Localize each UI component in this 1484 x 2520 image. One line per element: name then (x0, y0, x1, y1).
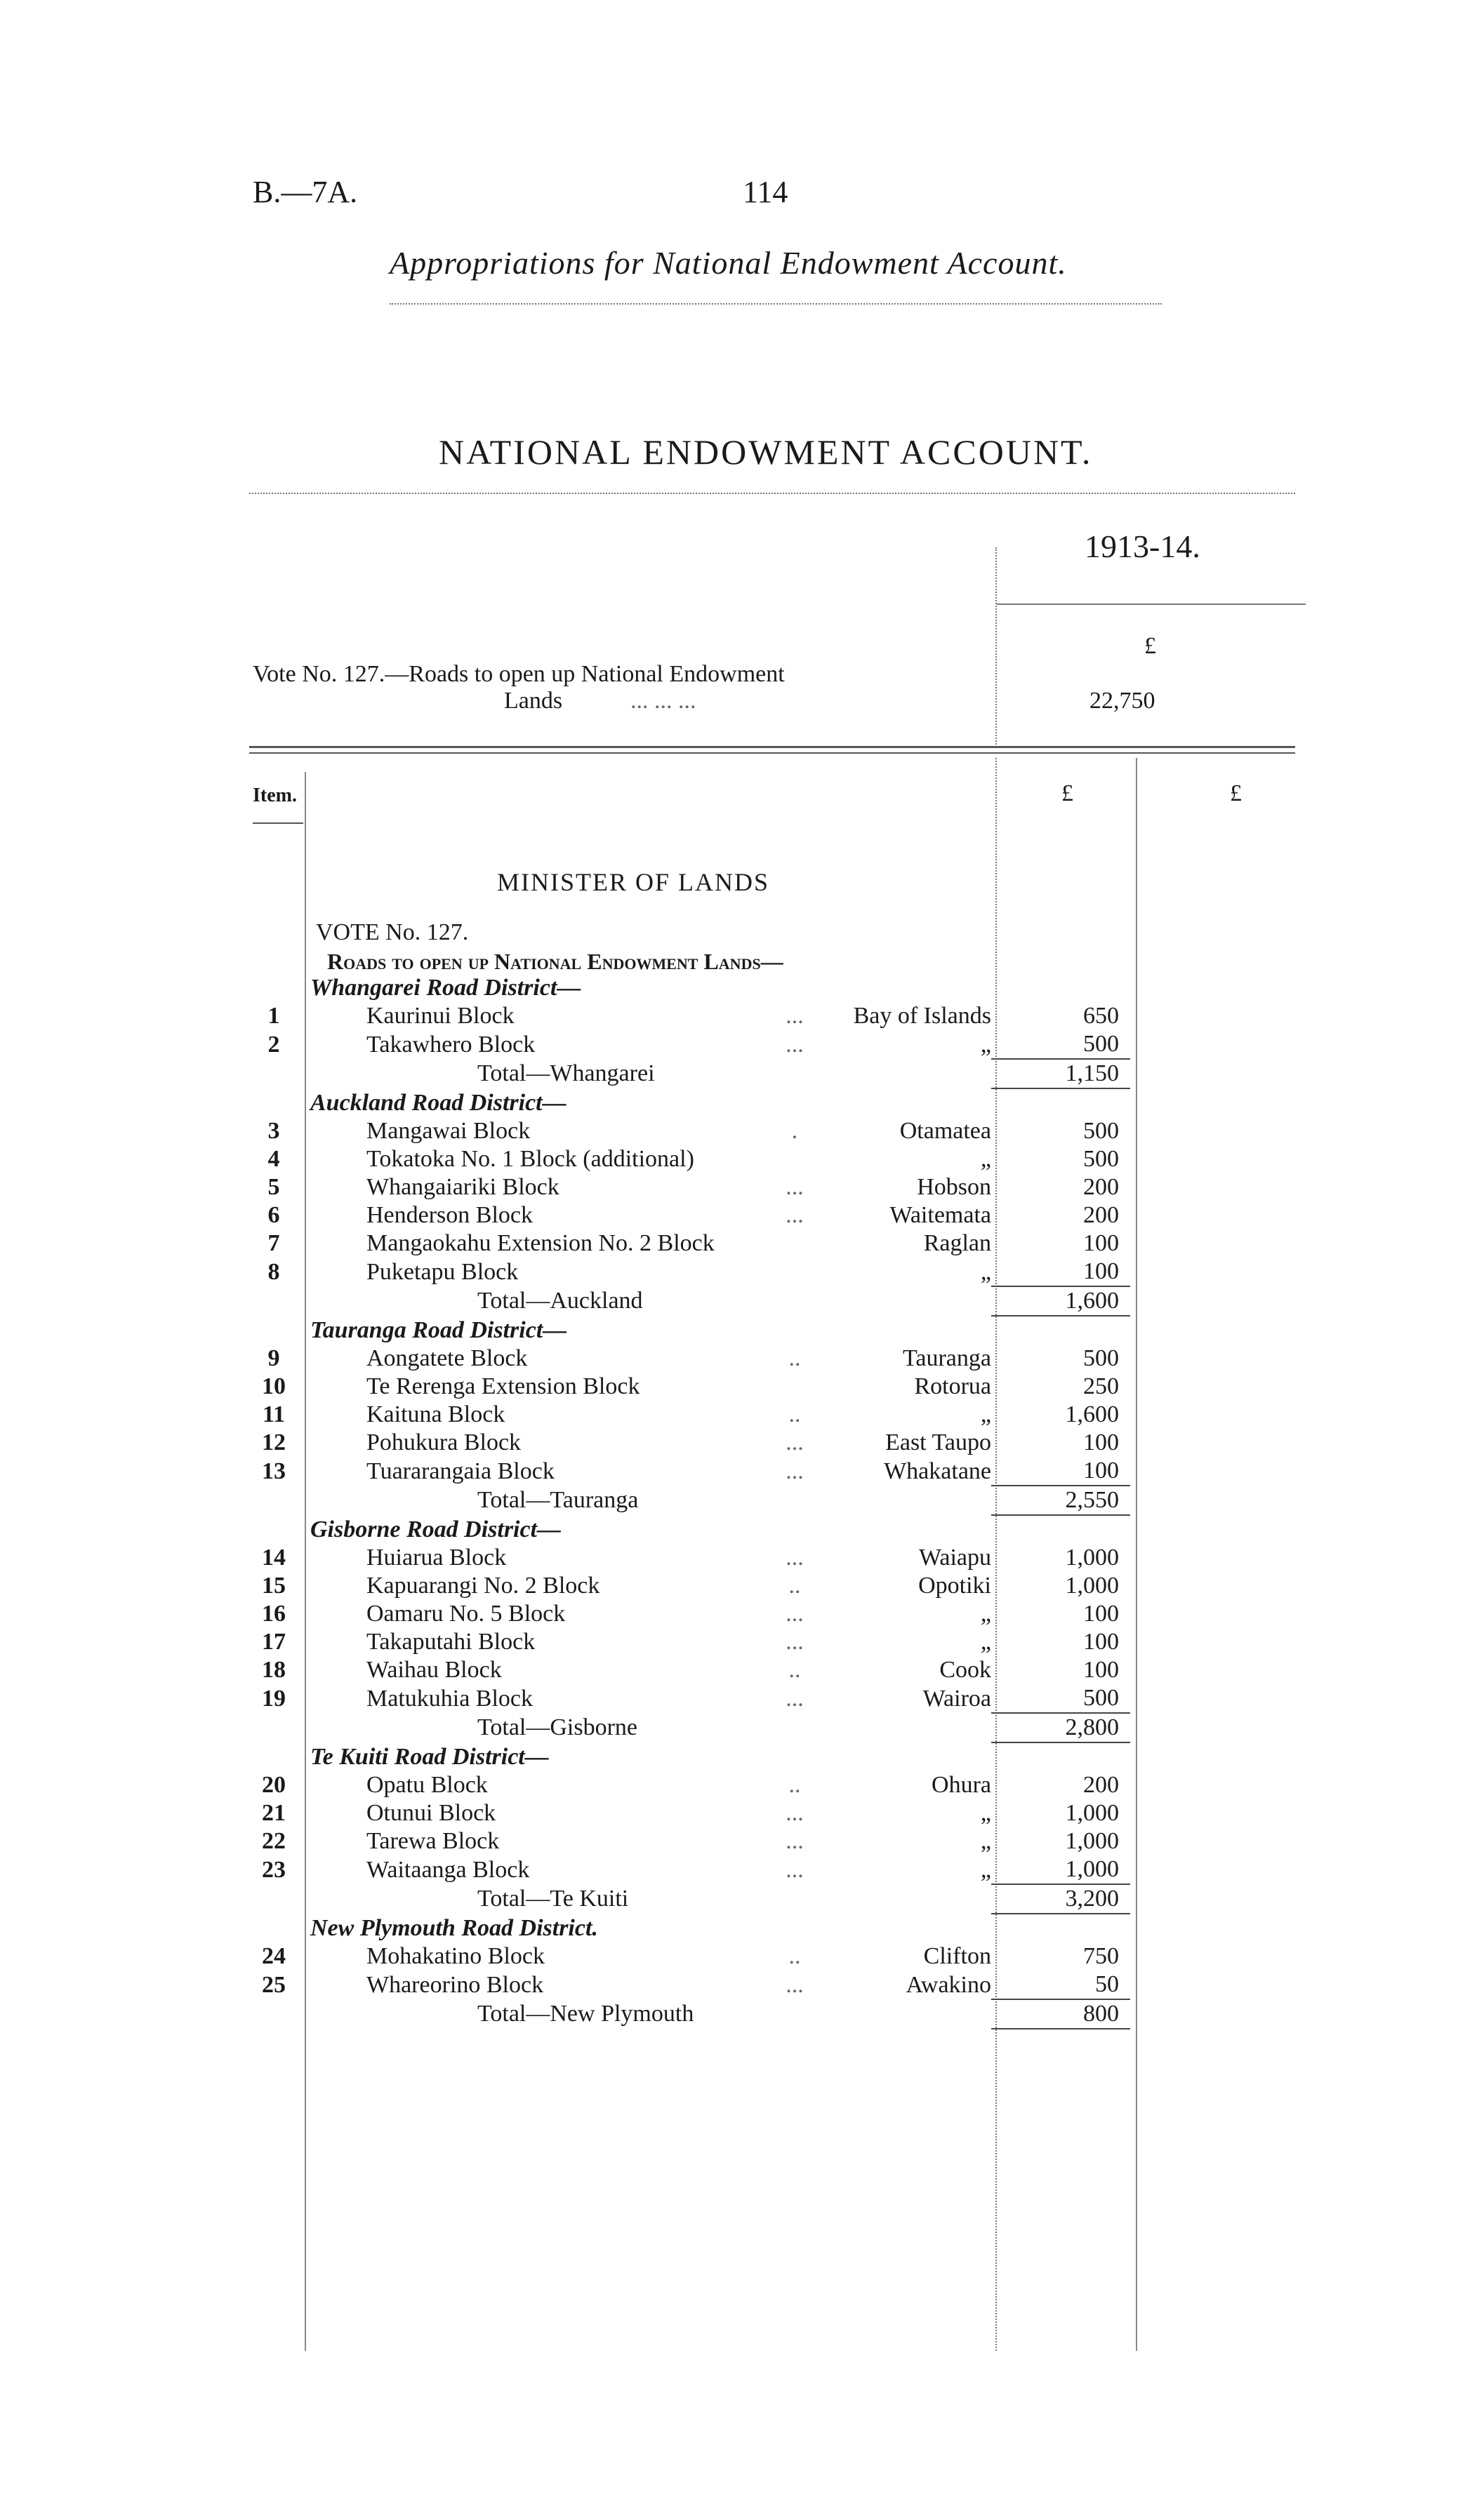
block-name: Kaituna Block (366, 1401, 505, 1427)
item-amount: 50 (1095, 1971, 1119, 1997)
county-name: Awakino (906, 1971, 991, 1998)
item-amount: 500 (1083, 1118, 1119, 1144)
district-heading: Te Kuiti Road District— (310, 1744, 549, 1770)
block-name: Tuararangaia Block (366, 1458, 555, 1484)
table-row (246, 1457, 1130, 1486)
county-name: Whakatane (884, 1458, 991, 1484)
district-total-row (246, 1884, 1130, 1914)
table-row (246, 1771, 1130, 1799)
county-name: Wairoa (922, 1685, 991, 1712)
table-row (246, 1258, 1130, 1286)
county-name: „ (980, 1856, 991, 1883)
table-row (246, 1799, 1130, 1827)
district-total-amount: 2,550 (991, 1486, 1130, 1515)
table-row (246, 1117, 1130, 1145)
county-name: Raglan (923, 1230, 991, 1256)
district-total-label: Total—New Plymouth (477, 2001, 694, 2027)
leader-dots: ... (786, 1601, 804, 1627)
county-name: Hobson (917, 1174, 991, 1200)
item-amount: 750 (1083, 1943, 1119, 1969)
table-row (246, 1684, 1130, 1713)
district-total-row (246, 1713, 1130, 1742)
column-header-pounds: £ (1061, 780, 1073, 806)
item-number: 11 (262, 1401, 286, 1427)
district-heading-row (246, 1316, 1130, 1345)
table-row (246, 1572, 1130, 1600)
block-name: Takaputahi Block (366, 1629, 536, 1655)
county-name: „ (980, 1031, 991, 1058)
leader-dots: ... (786, 1545, 804, 1571)
item-number: 20 (262, 1772, 286, 1798)
district-heading: Auckland Road District— (310, 1090, 567, 1116)
county-name: „ (980, 1401, 991, 1427)
county-name: Ohura (932, 1772, 991, 1798)
county-name: Waitemata (889, 1202, 991, 1228)
district-heading: New Plymouth Road District. (310, 1915, 598, 1941)
county-name: Opotiki (918, 1573, 991, 1599)
district-heading-row (246, 1515, 1130, 1544)
leader-dots: .. (788, 1401, 801, 1427)
page-number: 114 (743, 175, 788, 209)
table-row (246, 1401, 1130, 1429)
block-name: Whareorino Block (366, 1971, 544, 1998)
district-total-label: Total—Auckland (477, 1288, 643, 1314)
block-name: Kapuarangi No. 2 Block (366, 1573, 600, 1599)
table-row (246, 1544, 1130, 1572)
item-number: 9 (267, 1345, 280, 1371)
block-name: Waihau Block (366, 1657, 502, 1683)
district-total-amount: 2,800 (991, 1713, 1130, 1742)
block-name: Opatu Block (366, 1772, 488, 1798)
item-amount: 100 (1083, 1429, 1119, 1455)
table-row (246, 1971, 1130, 1999)
table-row (246, 1229, 1130, 1258)
leader-dots (760, 1373, 830, 1401)
leader-dots: ... (786, 1174, 804, 1200)
item-number: 16 (262, 1601, 286, 1627)
district-total-label: Total—Whangarei (477, 1060, 655, 1086)
block-name: Matukuhia Block (366, 1685, 534, 1712)
district-total-label: Total—Te Kuiti (477, 1886, 629, 1912)
district-total-row (246, 1059, 1130, 1088)
block-name: Pohukura Block (366, 1429, 522, 1455)
item-amount: 1,600 (1065, 1401, 1119, 1427)
leader-dots: ... ... ... (630, 688, 696, 714)
item-number: 5 (267, 1174, 280, 1200)
running-title: Appropriations for National Endowment Account. (390, 245, 1067, 281)
district-heading: Gisborne Road District— (310, 1516, 562, 1542)
document-code: B.—7A. (253, 175, 358, 209)
leader-dots: ... (786, 1629, 804, 1655)
item-amount: 500 (1083, 1345, 1119, 1371)
block-name: Tokatoka No. 1 Block (additional) (366, 1146, 694, 1172)
table-row (246, 1145, 1130, 1173)
table-row (246, 1173, 1130, 1201)
leader-dots (760, 1258, 830, 1286)
county-name: „ (980, 1828, 991, 1854)
item-amount: 1,000 (1065, 1800, 1119, 1826)
leader-dots: ... (786, 1003, 804, 1029)
block-name: Aongatete Block (366, 1345, 528, 1371)
table-row (246, 1600, 1130, 1628)
county-name: Waiapu (919, 1545, 991, 1571)
item-amount: 1,000 (1065, 1545, 1119, 1571)
district-heading: Whangarei Road District— (310, 975, 581, 1001)
table-row (246, 1827, 1130, 1855)
item-amount: 250 (1083, 1373, 1119, 1399)
leader-dots: .. (788, 1345, 801, 1371)
item-number: 8 (267, 1258, 280, 1285)
leader-dots: ... (786, 1031, 804, 1058)
district-heading-row (246, 1088, 1130, 1117)
item-amount: 100 (1083, 1458, 1119, 1484)
block-name: Henderson Block (366, 1202, 534, 1228)
vote-heading: VOTE No. 127. (316, 919, 469, 945)
county-name: Cook (939, 1657, 991, 1683)
block-name: Takawhero Block (366, 1031, 536, 1058)
block-name: Kaurinui Block (366, 1003, 515, 1029)
item-amount: 100 (1083, 1230, 1119, 1256)
county-name: Otamatea (899, 1118, 991, 1144)
block-name: Mohakatino Block (366, 1943, 545, 1969)
item-number: 19 (262, 1685, 286, 1712)
column-rule (1136, 758, 1137, 2351)
fiscal-year: 1913-14. (1085, 528, 1200, 564)
block-name: Oamaru No. 5 Block (366, 1601, 566, 1627)
table-row (246, 1373, 1130, 1401)
table-row (246, 1855, 1130, 1884)
block-name: Mangaokahu Extension No. 2 Block (366, 1230, 715, 1256)
leader-dots: . (791, 1118, 798, 1144)
block-name: Te Rerenga Extension Block (366, 1373, 640, 1399)
county-name: „ (980, 1601, 991, 1627)
item-amount: 500 (1083, 1031, 1119, 1057)
item-amount: 650 (1083, 1003, 1119, 1029)
column-header-pounds: £ (1230, 780, 1242, 806)
table-row (246, 1429, 1130, 1457)
block-name: Tarewa Block (366, 1828, 500, 1854)
divider (253, 822, 303, 824)
leader-dots: .. (788, 1772, 801, 1798)
leader-dots: .. (788, 1943, 801, 1969)
item-number: 2 (267, 1031, 280, 1058)
divider (997, 604, 1306, 605)
item-amount: 200 (1083, 1174, 1119, 1200)
item-amount: 1,000 (1065, 1573, 1119, 1599)
item-number: 25 (262, 1971, 286, 1998)
county-name: East Taupo (885, 1429, 991, 1455)
appropriations-table (246, 974, 1130, 2029)
item-number: 21 (262, 1800, 286, 1826)
column-header-item: Item. (253, 785, 297, 806)
county-name: „ (980, 1800, 991, 1826)
item-number: 14 (262, 1545, 286, 1571)
item-number: 1 (267, 1003, 280, 1029)
leader-dots: .. (788, 1573, 801, 1599)
ministry-heading: MINISTER OF LANDS (497, 868, 770, 896)
item-amount: 1,000 (1065, 1856, 1119, 1882)
leader-dots: ... (786, 1971, 804, 1998)
vote-amount: 22,750 (1089, 688, 1155, 714)
item-amount: 500 (1083, 1685, 1119, 1711)
leader-dots (760, 1229, 830, 1258)
district-heading-row (246, 1742, 1130, 1771)
item-number: 23 (262, 1856, 286, 1883)
divider (249, 752, 1295, 754)
district-heading-row (246, 1914, 1130, 1942)
district-total-row (246, 1999, 1130, 2029)
leader-dots: .. (788, 1657, 801, 1683)
item-number: 17 (262, 1629, 286, 1655)
item-amount: 100 (1083, 1657, 1119, 1683)
vote-title: Roads to open up National Endowment Lands— (327, 949, 783, 974)
leader-dots: ... (786, 1685, 804, 1712)
table-row (246, 1030, 1130, 1059)
item-number: 22 (262, 1828, 286, 1854)
block-name: Mangawai Block (366, 1118, 531, 1144)
table-row (246, 1656, 1130, 1684)
currency-symbol: £ (1144, 633, 1156, 659)
block-name: Puketapu Block (366, 1258, 519, 1285)
item-number: 12 (262, 1429, 286, 1455)
section-title: NATIONAL ENDOWMENT ACCOUNT. (439, 432, 1093, 472)
leader-dots (760, 1145, 830, 1173)
leader-dots: ... (786, 1828, 804, 1854)
district-total-amount: 800 (991, 1999, 1130, 2029)
divider (249, 746, 1295, 748)
leader-dots: ... (786, 1458, 804, 1484)
leader-dots: ... (786, 1856, 804, 1883)
table-row (246, 1201, 1130, 1229)
item-number: 3 (267, 1118, 280, 1144)
district-heading-row (246, 974, 1130, 1002)
vote-description-line2: Lands (504, 688, 563, 714)
leader-dots: ... (786, 1800, 804, 1826)
county-name: Bay of Islands (853, 1003, 991, 1029)
block-name: Otunui Block (366, 1800, 496, 1826)
block-name: Waitaanga Block (366, 1856, 530, 1883)
item-number: 6 (267, 1202, 280, 1228)
district-heading: Tauranga Road District— (310, 1317, 567, 1343)
column-rule (995, 547, 997, 747)
item-number: 15 (262, 1573, 286, 1599)
district-total-label: Total—Tauranga (477, 1487, 639, 1513)
county-name: „ (980, 1146, 991, 1172)
divider (249, 493, 1295, 494)
item-amount: 100 (1083, 1629, 1119, 1655)
block-name: Whangaiariki Block (366, 1174, 559, 1200)
item-number: 4 (267, 1146, 280, 1172)
vote-description-line1: Vote No. 127.—Roads to open up National Endowment (253, 661, 785, 687)
table-row (246, 1628, 1130, 1656)
item-amount: 100 (1083, 1258, 1119, 1284)
county-name: „ (980, 1629, 991, 1655)
district-total-row (246, 1486, 1130, 1515)
county-name: „ (980, 1258, 991, 1285)
block-name: Huiarua Block (366, 1545, 507, 1571)
item-amount: 1,000 (1065, 1828, 1119, 1854)
leader-dots: ... (786, 1429, 804, 1455)
district-total-label: Total—Gisborne (477, 1714, 638, 1740)
district-total-amount: 1,600 (991, 1286, 1130, 1316)
item-number: 24 (262, 1943, 286, 1969)
item-amount: 200 (1083, 1772, 1119, 1798)
leader-dots: ... (786, 1202, 804, 1228)
table-row (246, 1345, 1130, 1373)
item-amount: 100 (1083, 1601, 1119, 1627)
item-number: 13 (262, 1458, 286, 1484)
item-number: 7 (267, 1230, 280, 1256)
table-row (246, 1002, 1130, 1030)
table-row (246, 1942, 1130, 1971)
district-total-row (246, 1286, 1130, 1316)
item-amount: 500 (1083, 1146, 1119, 1172)
district-total-amount: 3,200 (991, 1884, 1130, 1914)
county-name: Clifton (923, 1943, 991, 1969)
divider (390, 303, 1162, 305)
item-number: 18 (262, 1657, 286, 1683)
district-total-amount: 1,150 (991, 1059, 1130, 1088)
county-name: Rotorua (914, 1373, 991, 1399)
county-name: Tauranga (903, 1345, 991, 1371)
item-number: 10 (262, 1373, 286, 1399)
item-amount: 200 (1083, 1202, 1119, 1228)
